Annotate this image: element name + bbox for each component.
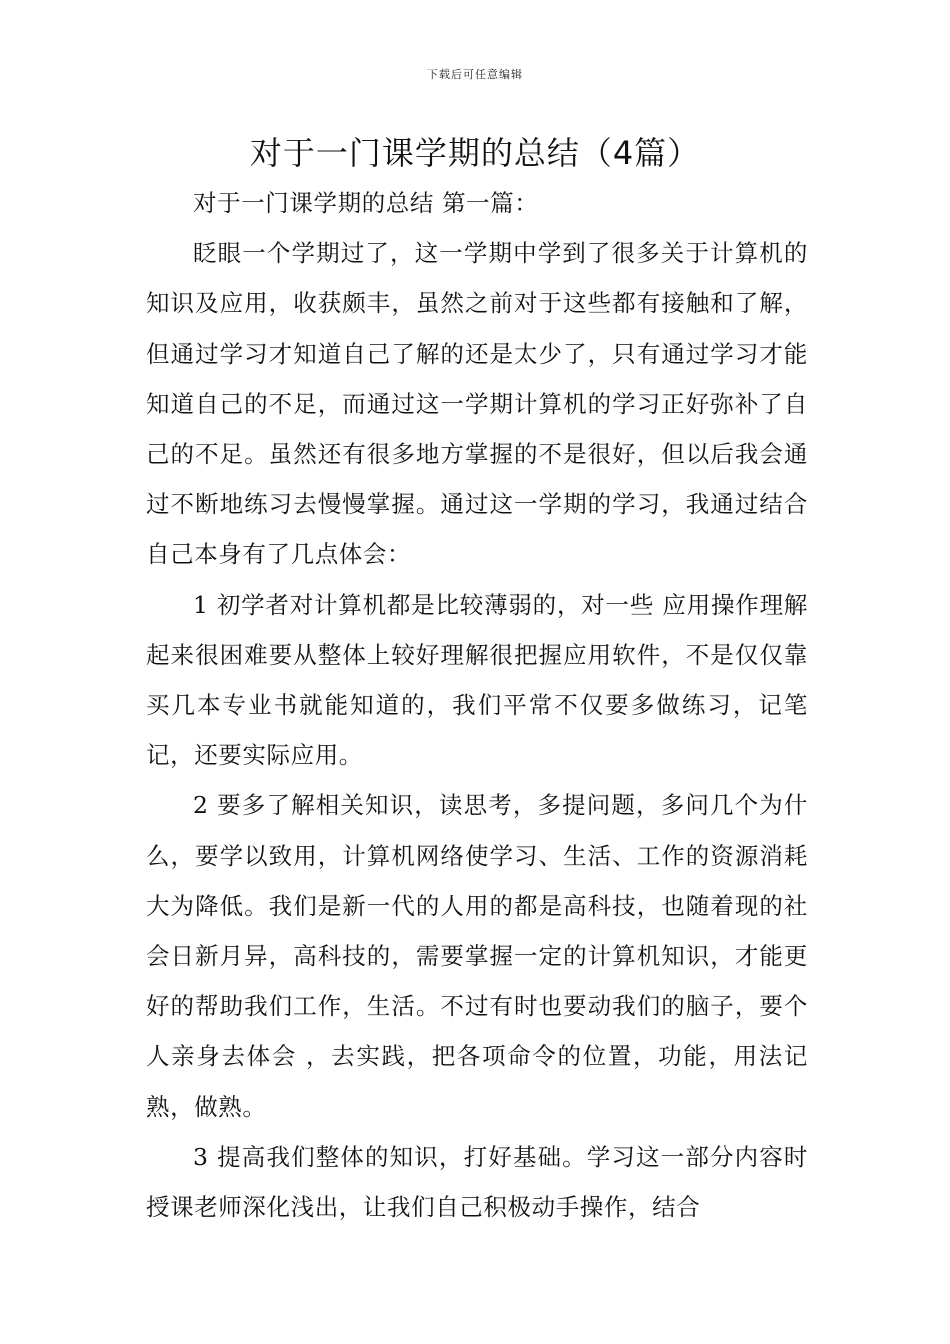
paragraph-intro: 眨眼一个学期过了，这一学期中学到了很多关于计算机的知识及应用，收获颇丰，虽然之前对于这些都有接触和了解，但通过学习才知道自己了解的还是太少了，只有通过学习才能知道自己的不足，而通过这一学期计算机的学习正好弥补了自己的不足。虽然还有很多地方掌握的不是很好，但以后我会通过不断地练习去慢慢掌握。通过这一学期的学习，我通过结合自己本身有了几点体会： [146,239,808,569]
section-subheading: 对于一门课学期的总结 第一篇： [193,189,539,217]
paragraph-point-3: 3 提高我们整体的知识，打好基础。学习这一部分内容时授课老师深化浅出，让我们自己积极动手操作，结合 [146,1142,808,1222]
document-body [146,178,808,1232]
paragraph-point-1: 1 初学者对计算机都是比较薄弱的，对一些 应用操作理解起来很困难要从整体上较好理解很把握应用软件，不是仅仅靠买几本专业书就能知道的，我们平常不仅要多做练习，记笔记，还要实际应用。 [146,590,808,770]
header-note: 下载后可任意编辑 [427,68,523,81]
paragraph-point-2: 2 要多了解相关知识，读思考，多提问题，多问几个为什么，要学以致用，计算机网络使学习、生活、工作的资源消耗大为降低。我们是新一代的人用的都是高科技，也随着现的社会日新月异，高科技的，需要掌握一定的计算机知识，才能更好的帮助我们工作，生活。不过有时也要动我们的脑子，要个人亲身去体会 ，去实践，把各项命令的位置，功能，用法记熟，做熟。 [146,791,808,1121]
document-title: 对于一门课学期的总结（4篇） [249,134,701,172]
